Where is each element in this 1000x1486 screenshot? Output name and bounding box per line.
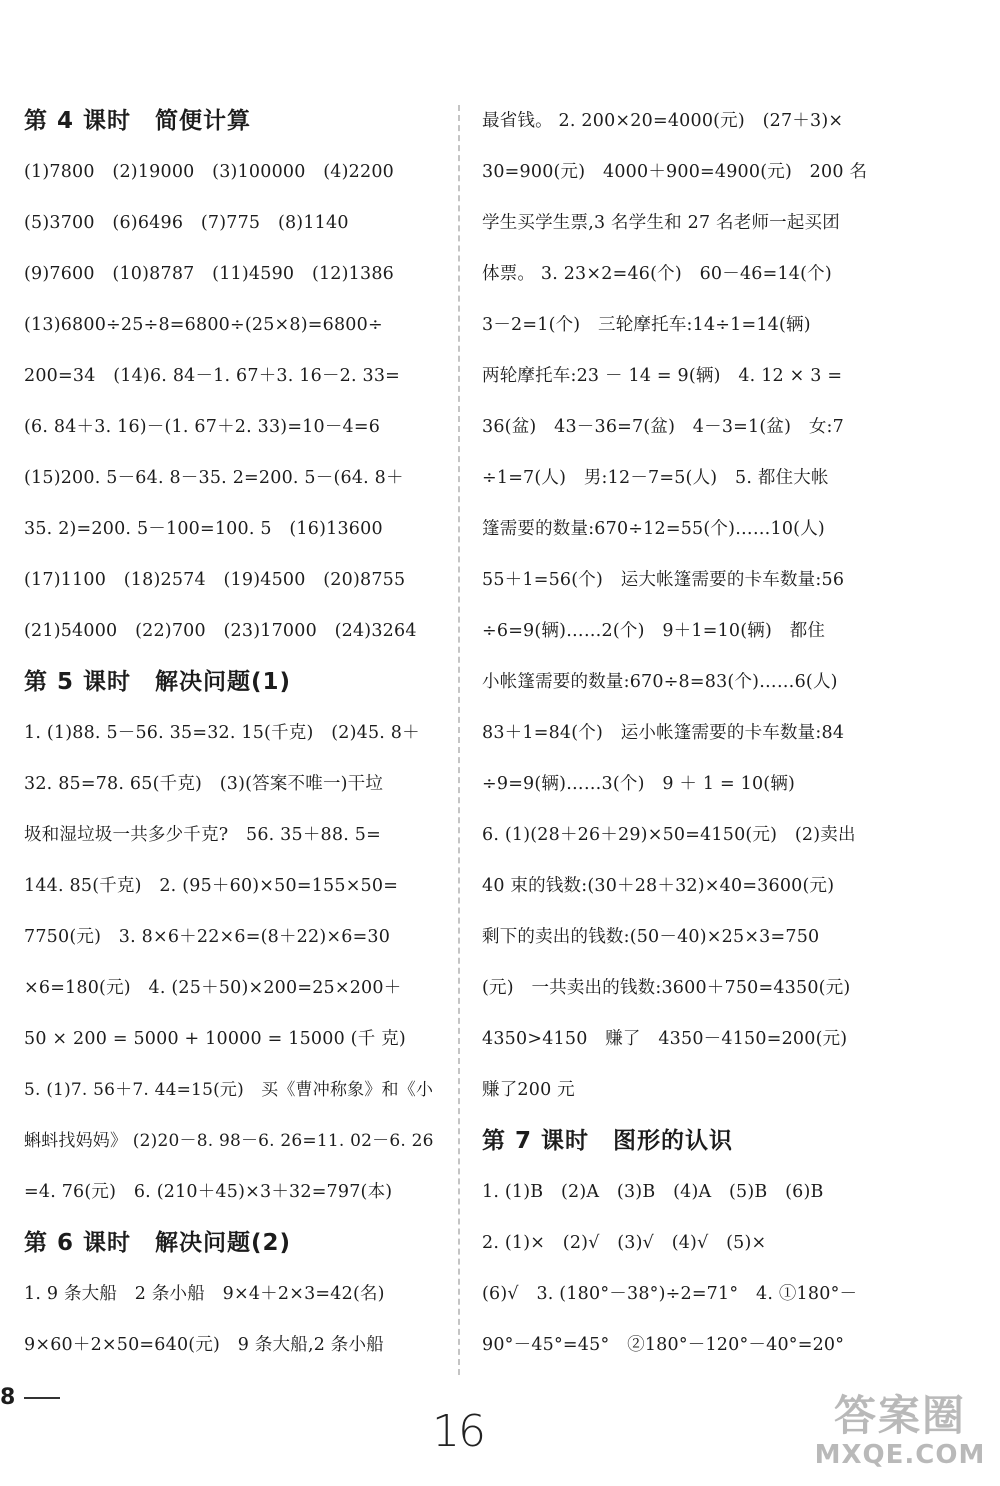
lesson-number: 第 5 课时 [24, 669, 132, 695]
answer-line: 体票。 3. 23×2=46(个) 60－46=14(个) [482, 264, 832, 284]
answer-line: (21)54000 (22)700 (23)17000 (24)3264 [24, 621, 417, 641]
watermark-logo-text: 答案圈 [833, 1391, 966, 1440]
answer-line: 40 束的钱数:(30＋28＋32)×40=3600(元) [482, 876, 835, 896]
answer-line: 蝌蚪找妈妈》 (2)20－8. 98－6. 26=11. 02－6. 26 [24, 1131, 434, 1151]
left-column [24, 96, 444, 1371]
answer-line: 55＋1=56(个) 运大帐篷需要的卡车数量:56 [482, 570, 845, 590]
answer-line: 35. 2)=200. 5－100=100. 5 (16)13600 [24, 519, 383, 539]
answer-line: 144. 85(千克) 2. (95＋60)×50=155×50= [24, 876, 399, 896]
answer-line: 赚了200 元 [482, 1080, 575, 1100]
answer-line: 7750(元) 3. 8×6＋22×6=(8＋22)×6=30 [24, 927, 391, 947]
answer-line: ÷1=7(人) 男:12－7=5(人) 5. 都住大帐 [482, 468, 829, 488]
answer-line: 36(盆) 43－36=7(盆) 4－3=1(盆) 女:7 [482, 417, 844, 437]
lesson-heading [24, 96, 444, 147]
corner-page-mark: 8 [0, 1385, 16, 1410]
footer-rule [24, 1397, 60, 1399]
answer-line: (5)3700 (6)6496 (7)775 (8)1140 [24, 213, 349, 233]
watermark-url: MXQE.COM [814, 1440, 986, 1470]
answer-line: (6. 84＋3. 16)－(1. 67＋2. 33)=10－4=6 [24, 417, 381, 437]
column-divider [458, 105, 460, 1375]
answer-line: 最省钱。 2. 200×20=4000(元) (27＋3)× [482, 111, 844, 131]
handwritten-page-number: 16 [432, 1406, 484, 1457]
lesson-heading [482, 1116, 902, 1167]
lesson-topic: 解决问题(2) [155, 1230, 292, 1256]
answer-line: 5. (1)7. 56＋7. 44=15(元) 买《曹冲称象》和《小 [24, 1080, 434, 1100]
answer-line: 小帐篷需要的数量:670÷8=83(个)……6(人) [482, 672, 838, 692]
answer-line: 剩下的卖出的钱数:(50－40)×25×3=750 [482, 927, 820, 947]
answer-line: 两轮摩托车:23 － 14 = 9(辆) 4. 12 × 3 = [482, 366, 843, 386]
answer-line: (元) 一共卖出的钱数:3600＋750=4350(元) [482, 978, 851, 998]
answer-line: 50 × 200 = 5000 + 10000 = 15000 (千 克) [24, 1029, 406, 1049]
answer-line: 3－2=1(个) 三轮摩托车:14÷1=14(辆) [482, 315, 811, 335]
answer-line: 83＋1=84(个) 运小帐篷需要的卡车数量:84 [482, 723, 845, 743]
answer-line: (6)√ 3. (180°－38°)÷2=71° 4. ①180°－ [482, 1284, 858, 1304]
right-column [482, 96, 902, 1371]
answer-line: (13)6800÷25÷8=6800÷(25×8)=6800÷ [24, 315, 383, 335]
answer-line: (17)1100 (18)2574 (19)4500 (20)8755 [24, 570, 406, 590]
lesson-topic: 简便计算 [155, 108, 252, 134]
answer-line: 9×60＋2×50=640(元) 9 条大船,2 条小船 [24, 1335, 384, 1355]
lesson-heading [24, 657, 444, 708]
watermark [810, 1392, 990, 1482]
lesson-number: 第 4 课时 [24, 108, 132, 134]
answer-line: 4350>4150 赚了 4350－4150=200(元) [482, 1029, 848, 1049]
answer-line: (9)7600 (10)8787 (11)4590 (12)1386 [24, 264, 395, 284]
answer-line: 2. (1)× (2)√ (3)√ (4)√ (5)× [482, 1233, 767, 1253]
answer-line: ÷6=9(辆)……2(个) 9＋1=10(辆) 都住 [482, 621, 826, 641]
answer-line: 30=900(元) 4000＋900=4900(元) 200 名 [482, 162, 868, 182]
answer-line: 圾和湿垃圾一共多少千克? 56. 35＋88. 5= [24, 825, 381, 845]
answer-line: 1. (1)88. 5－56. 35=32. 15(千克) (2)45. 8＋ [24, 723, 420, 743]
lesson-number: 第 7 课时 [482, 1128, 590, 1154]
answer-line: 90°－45°=45° ②180°－120°－40°=20° [482, 1335, 845, 1355]
answer-line: =4. 76(元) 6. (210＋45)×3＋32=797(本) [24, 1182, 393, 1202]
answer-line: 学生买学生票,3 名学生和 27 名老师一起买团 [482, 213, 840, 233]
answer-line: (1)7800 (2)19000 (3)100000 (4)2200 [24, 162, 395, 182]
lesson-heading [24, 1218, 444, 1269]
answer-line: 6. (1)(28＋26＋29)×50=4150(元) (2)卖出 [482, 825, 856, 845]
answer-line: 篷需要的数量:670÷12=55(个)……10(人) [482, 519, 825, 539]
answer-line: ÷9=9(辆)……3(个) 9 ＋ 1 = 10(辆) [482, 774, 796, 794]
lesson-number: 第 6 课时 [24, 1230, 132, 1256]
lesson-topic: 解决问题(1) [155, 669, 292, 695]
answer-line: 32. 85=78. 65(千克) (3)(答案不唯一)干垃 [24, 774, 384, 794]
answer-line: (15)200. 5－64. 8－35. 2=200. 5－(64. 8＋ [24, 468, 404, 488]
lesson-topic: 图形的认识 [613, 1128, 734, 1154]
answer-line: ×6=180(元) 4. (25＋50)×200=25×200＋ [24, 978, 402, 998]
answer-line: 1. 9 条大船 2 条小船 9×4＋2×3=42(名) [24, 1284, 385, 1304]
answer-line: 1. (1)B (2)A (3)B (4)A (5)B (6)B [482, 1182, 824, 1202]
answer-line: 200=34 (14)6. 84－1. 67＋3. 16－2. 33= [24, 366, 401, 386]
